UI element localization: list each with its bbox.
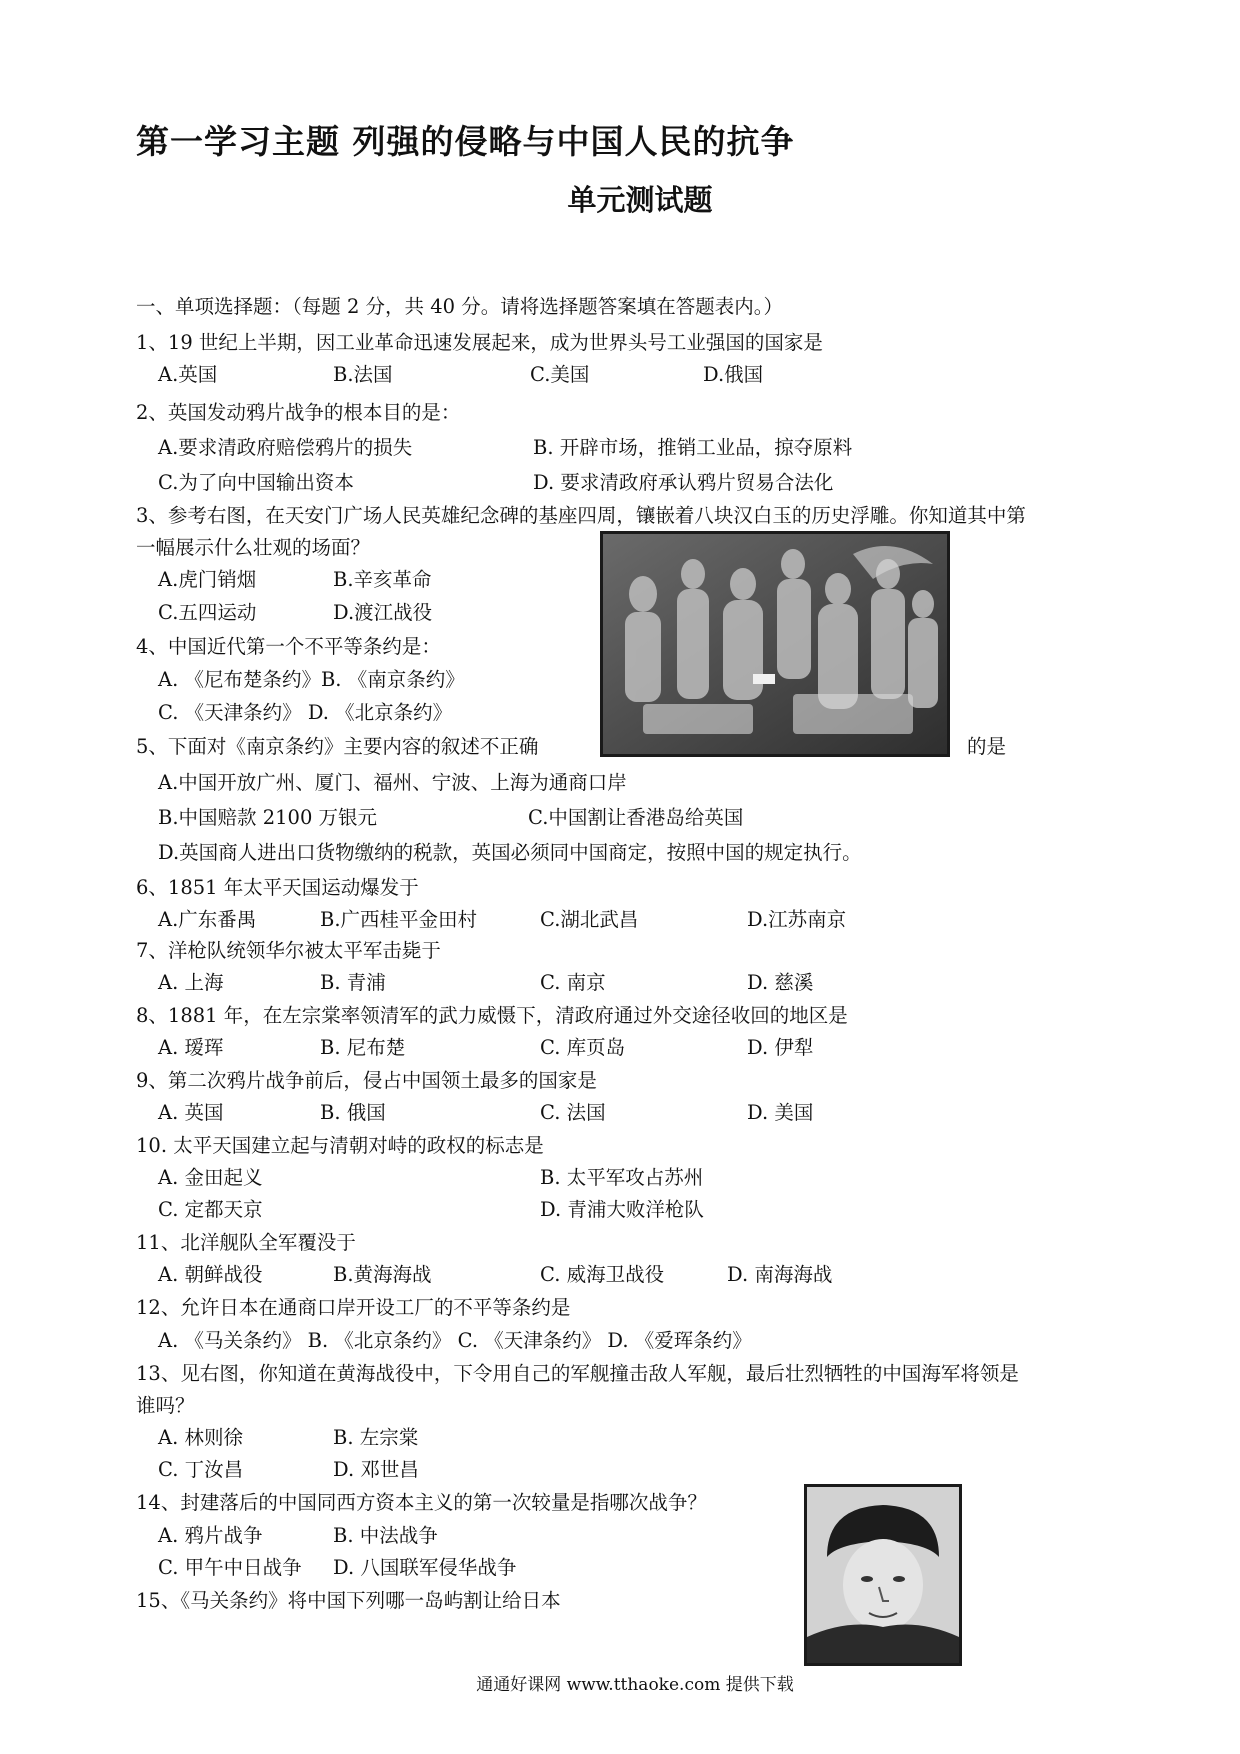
question-line: C. 《天津条约》 D. 《北京条约》 <box>158 701 453 724</box>
question-line: 12、允许日本在通商口岸开设工厂的不平等条约是 <box>136 1296 571 1319</box>
question-line: 6、1851 年太平天国运动爆发于 <box>136 876 419 899</box>
question-line: B.广西桂平金田村 <box>320 908 478 931</box>
question-line: 一幅展示什么壮观的场面？ <box>136 536 371 559</box>
question-line: D.江苏南京 <box>747 908 847 931</box>
question-line: B. 尼布楚 <box>320 1036 406 1059</box>
question-line: C. 定都天京 <box>158 1198 263 1221</box>
question-line: C. 威海卫战役 <box>540 1263 665 1286</box>
question-line: C.湖北武昌 <box>540 908 639 931</box>
question-line: B.中国赔款 2100 万银元 <box>158 806 378 829</box>
question-line: B. 青浦 <box>320 971 386 994</box>
question-line: D. 美国 <box>747 1101 814 1124</box>
question-line: 13、见右图，你知道在黄海战役中，下令用自己的军舰撞击敌人军舰，最后壮烈牺牲的中国海军将领是 <box>136 1362 1019 1385</box>
question-line: B.黄海海战 <box>333 1263 432 1286</box>
question-line: A. 上海 <box>158 971 224 994</box>
question-line: B.法国 <box>333 363 393 386</box>
question-line: D. 邓世昌 <box>333 1458 419 1481</box>
question-line: C.五四运动 <box>158 601 257 624</box>
question-line: 7、洋枪队统领华尔被太平军击毙于 <box>136 939 441 962</box>
question-line: D. 慈溪 <box>747 971 814 994</box>
question-line: A.虎门销烟 <box>158 568 257 591</box>
question-line: 10. 太平天国建立起与清朝对峙的政权的标志是 <box>136 1134 544 1157</box>
page-title: 第一学习主题 列强的侵略与中国人民的抗争 <box>136 122 795 161</box>
question-line: B. 太平军攻占苏州 <box>540 1166 704 1189</box>
question-line: 的是 <box>967 735 1007 758</box>
question-line: C. 库页岛 <box>540 1036 626 1059</box>
question-line: 谁吗？ <box>136 1394 195 1417</box>
question-line: B. 中法战争 <box>333 1524 438 1547</box>
question-line: D.英国商人进出口货物缴纳的税款，英国必须同中国商定，按照中国的规定执行。 <box>158 841 862 864</box>
question-line: A. 《马关条约》 B. 《北京条约》 C. 《天津条约》 D. 《爱珲条约》 <box>158 1329 752 1352</box>
question-line: D. 八国联军侵华战争 <box>333 1556 517 1579</box>
question-line: A.广东番禺 <box>158 908 257 931</box>
question-line: A. 鸦片战争 <box>158 1524 263 1547</box>
question-line: C. 法国 <box>540 1101 606 1124</box>
question-line: D.俄国 <box>703 363 764 386</box>
question-line: 11、北洋舰队全军覆没于 <box>136 1231 356 1254</box>
question-line: A. 金田起义 <box>158 1166 263 1189</box>
question-line: D. 南海海战 <box>727 1263 833 1286</box>
question-line: D. 青浦大败洋枪队 <box>540 1198 704 1221</box>
question-line: A. 朝鲜战役 <box>158 1263 263 1286</box>
question-line: C.为了向中国输出资本 <box>158 471 354 494</box>
question-line: B.辛亥革命 <box>333 568 432 591</box>
question-line: B. 俄国 <box>320 1101 386 1124</box>
question-line: 3、参考右图，在天安门广场人民英雄纪念碑的基座四周，镶嵌着八块汉白玉的历史浮雕。你知道其中第 <box>136 504 1026 527</box>
question-line: C. 丁汝昌 <box>158 1458 244 1481</box>
question-line: 1、19 世纪上半期，因工业革命迅速发展起来，成为世界头号工业强国的国家是 <box>136 331 823 354</box>
footer-source: 通通好课网 www.tthaoke.com 提供下载 <box>476 1675 794 1695</box>
question-line: 8、1881 年，在左宗棠率领清军的武力威慑下，清政府通过外交途径收回的地区是 <box>136 1004 848 1027</box>
question-line: A. 瑷珲 <box>158 1036 224 1059</box>
question-line: 15、《马关条约》将中国下列哪一岛屿割让给日本 <box>136 1589 561 1612</box>
question-line: A. 英国 <box>158 1101 224 1124</box>
question-line: A. 《尼布楚条约》B. 《南京条约》 <box>158 668 465 691</box>
question-line: C. 甲午中日战争 <box>158 1556 302 1579</box>
section-heading: 一、单项选择题：（每题 2 分，共 40 分。请将选择题答案填在答题表内。） <box>136 295 784 318</box>
question-line: D. 伊犁 <box>747 1036 814 1059</box>
question-line: D. 要求清政府承认鸦片贸易合法化 <box>533 471 834 494</box>
page-subtitle: 单元测试题 <box>567 183 713 217</box>
relief-sculpture-image <box>600 531 950 757</box>
question-line: A.英国 <box>158 363 218 386</box>
question-line: A. 林则徐 <box>158 1426 243 1449</box>
question-line: 2、英国发动鸦片战争的根本目的是： <box>136 401 461 424</box>
portrait-image <box>804 1484 962 1666</box>
question-line: A.中国开放广州、厦门、福州、宁波、上海为通商口岸 <box>158 771 627 794</box>
question-line: D.渡江战役 <box>333 601 433 624</box>
question-line: A.要求清政府赔偿鸦片的损失 <box>158 436 413 459</box>
question-line: C. 南京 <box>540 971 606 994</box>
question-line: C.中国割让香港岛给英国 <box>528 806 744 829</box>
question-line: 14、封建落后的中国同西方资本主义的第一次较量是指哪次战争？ <box>136 1491 707 1514</box>
question-line: 5、下面对《南京条约》主要内容的叙述不正确 <box>136 735 539 758</box>
question-line: B. 开辟市场，推销工业品，掠夺原料 <box>533 436 853 459</box>
question-line: 4、中国近代第一个不平等条约是： <box>136 635 441 658</box>
question-line: C.美国 <box>530 363 590 386</box>
question-line: B. 左宗棠 <box>333 1426 419 1449</box>
question-line: 9、第二次鸦片战争前后，侵占中国领土最多的国家是 <box>136 1069 597 1092</box>
